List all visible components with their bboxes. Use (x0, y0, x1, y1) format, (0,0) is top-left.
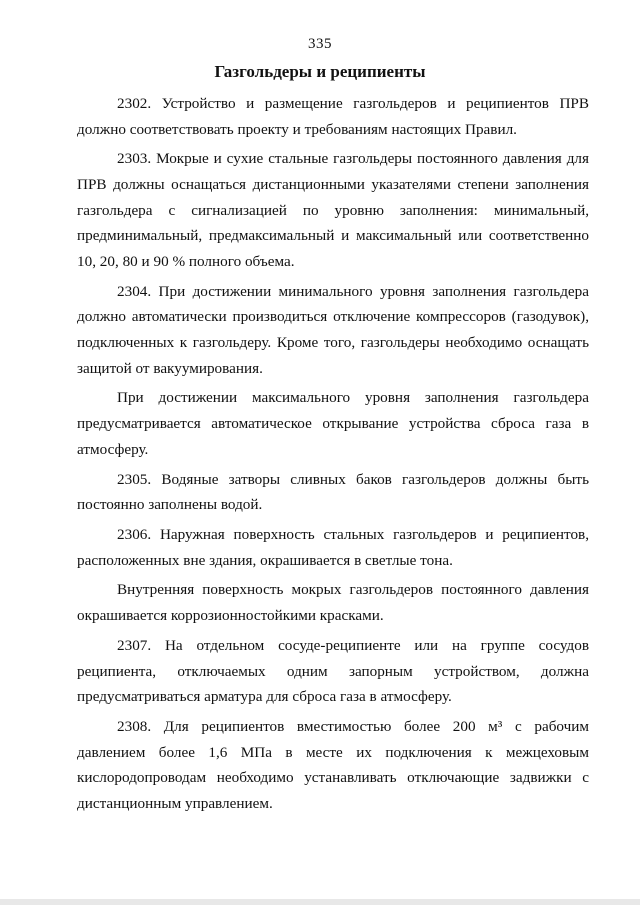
paragraph-2304-continued: При достижении максимального уровня заполнения газгольдера предусматривается автоматическое открывание устройства сброса газа в атмосферу. (77, 389, 589, 458)
page-number: 335 (308, 36, 332, 52)
section-title: Газгольдеры и реципиенты (214, 62, 426, 81)
paragraph-2304: 2304. При достижении минимального уровня заполнения газгольдера должно автоматически производиться отключение компрессоров (газодувок), подключенных к газгольдеру. Кроме того, газгольдеры необходимо оснащать защитой от вакуумирования. (77, 282, 589, 377)
page-bottom-edge (0, 899, 640, 905)
paragraph-2307: 2307. На отдельном сосуде-реципиенте или на группе сосудов реципиента, отключаемых одним запорным устройством, должна предусматриваться арматура для сброса газа в атмосферу. (77, 636, 589, 706)
paragraph-2306-continued: Внутренняя поверхность мокрых газгольдеров постоянного давления окрашивается коррозионностойкими красками. (77, 581, 589, 625)
body-text (77, 91, 589, 821)
paragraph-2308: 2308. Для реципиентов вместимостью более 200 м³ с рабочим давлением более 1,6 МПа в месте их подключения к межцеховым кислородопроводам необходимо устанавливать отключающие задвижки с дистанционным управлением. (77, 718, 589, 812)
paragraph-2302: 2302. Устройство и размещение газгольдеров и реципиентов ПРВ должно соответствовать проекту и требованиям настоящих Правил. (77, 95, 589, 138)
paragraph-2303: 2303. Мокрые и сухие стальные газгольдеры постоянного давления для ПРВ должны оснащаться дистанционными указателями степени заполнения газгольдера с сигнализацией по уровню заполнения: минимальный, предминимальный, предмаксимальный и максимальный или соответственно 10, 20, 80 и 90 % полного объема. (77, 150, 589, 270)
paragraph-2306: 2306. Наружная поверхность стальных газгольдеров и реципиентов, расположенных вне здания, окрашивается в светлые тона. (77, 525, 589, 569)
paragraph-2305: 2305. Водяные затворы сливных баков газгольдеров должны быть постоянно заполнены водой. (77, 470, 589, 514)
